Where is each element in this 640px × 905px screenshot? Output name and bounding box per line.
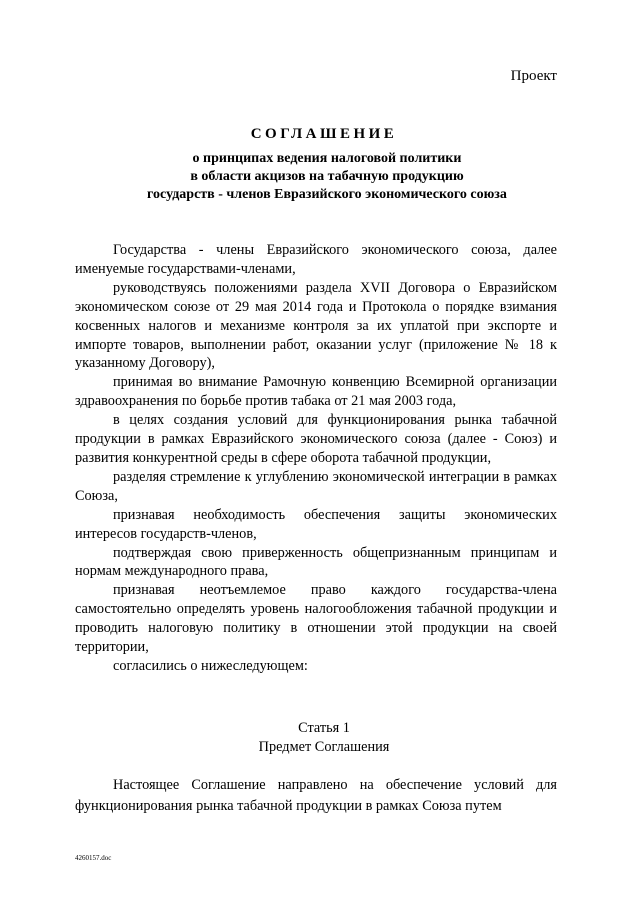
article-number: Статья 1 <box>298 720 350 736</box>
document-title: СОГЛАШЕНИЕ <box>250 126 398 142</box>
preamble-paragraph: подтверждая свою приверженность общепризнанным принципам и нормам международного права, <box>75 544 557 580</box>
preamble-paragraph: разделяя стремление к углублению экономической интеграции в рамках Союза, <box>75 468 557 504</box>
preamble-paragraph: принимая во внимание Рамочную конвенцию Всемирной организации здравоохранения по борьбе против табака от 21 мая 2003 года, <box>75 374 557 410</box>
preamble-paragraph: признавая необходимость обеспечения защиты экономических интересов государств-членов, <box>75 506 557 542</box>
preamble-paragraph: согласились о нижеследующем: <box>113 657 308 674</box>
preamble <box>75 241 557 676</box>
article-body <box>75 775 557 817</box>
article-paragraph: Настоящее Соглашение направлено на обеспечение условий для функционирования рынка табачной продукции в рамках Союза путем <box>75 777 557 814</box>
preamble-paragraph: признавая неотъемлемое право каждого государства-члена самостоятельно определять уровень налогообложения табачной продукции и проводить налоговую политику в отношении этой продукции на своей территории, <box>75 582 557 656</box>
subtitle-line: государств - членов Евразийского экономического союза <box>147 187 507 202</box>
article-title: Предмет Соглашения <box>258 739 390 755</box>
preamble-paragraph: Государства - члены Евразийского экономического союза, далее именуемые государствами-членами, <box>75 242 557 277</box>
preamble-paragraph: в целях создания условий для функционирования рынка табачной продукции в рамках Евразийского экономического союза (далее - Союз) и развития конкурентной среды в сфере оборота табачной продукции, <box>75 412 557 466</box>
article-heading <box>0 719 640 757</box>
subtitle-line: о принципах ведения налоговой политики <box>192 151 462 166</box>
preamble-paragraph: руководствуясь положениями раздела XVII Договора о Евразийском экономическом союзе от 29 мая 2014 года и Протокола о порядке взимания косвенных налогов и механизме контроля за их уплатой при экспорте и импорте товаров, выполнении работ, оказании услуг (приложение № 18 к указанному Договору), <box>75 279 557 372</box>
document-subtitle <box>0 150 640 204</box>
document-file-id: 4260157.doc <box>75 854 112 862</box>
draft-label: Проект <box>510 68 557 84</box>
subtitle-line: в области акцизов на табачную продукцию <box>190 169 464 184</box>
